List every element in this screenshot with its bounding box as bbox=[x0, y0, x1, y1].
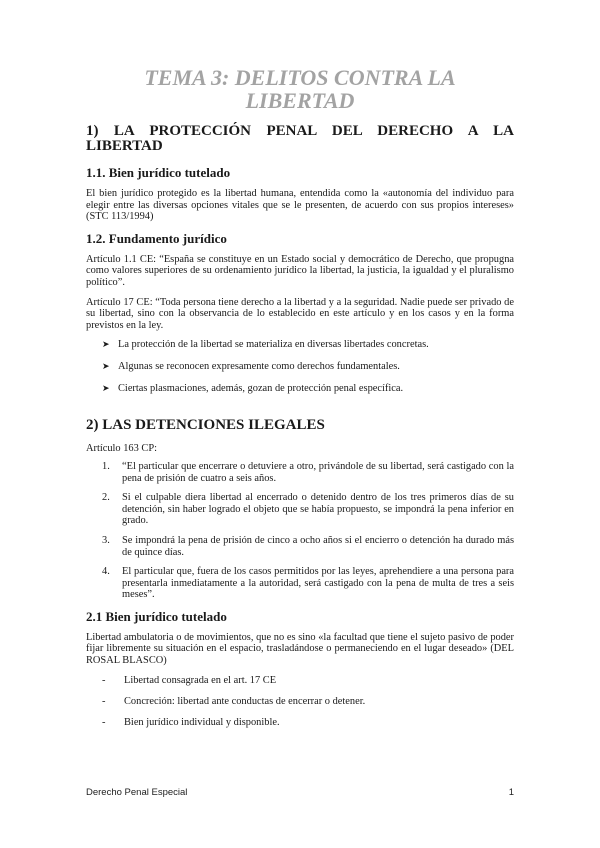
list-item bbox=[102, 535, 514, 558]
bien-juridico-dash-list bbox=[86, 675, 514, 729]
list-item-text: Se impondrá la pena de prisión de cinco a ocho años si el encierro o detención ha durado más de quince días. bbox=[122, 534, 514, 558]
article-163-cp-label: Artículo 163 CP: bbox=[86, 443, 158, 455]
list-item bbox=[102, 383, 514, 395]
section-1-1-heading: 1.1. Bien jurídico tutelado bbox=[86, 165, 231, 180]
title-line-2: LIBERTAD bbox=[245, 88, 355, 113]
page-footer bbox=[86, 787, 514, 798]
arrow-bullet-icon: ➤ bbox=[102, 384, 110, 395]
title-line-1: TEMA 3: DELITOS CONTRA LA bbox=[144, 65, 456, 90]
list-item-text: Concreción: libertad ante conductas de encerrar o detener. bbox=[124, 695, 366, 707]
article-163-list bbox=[86, 461, 514, 601]
arrow-bullet-icon: ➤ bbox=[102, 362, 110, 373]
list-number: 4. bbox=[102, 566, 110, 578]
libertad-bullet-list bbox=[86, 339, 514, 395]
list-number: 2. bbox=[102, 492, 110, 504]
list-item bbox=[102, 361, 514, 373]
section-2-heading: 2) LAS DETENCIONES ILEGALES bbox=[86, 417, 325, 434]
list-item bbox=[102, 461, 514, 484]
article-1-1-ce: Artículo 1.1 CE: “España se constituye en un Estado social y democrático de Derecho, que propugna como valores superiores de su ordenamiento jurídico la libertad, la justicia, la igualdad y el pluralismo político”. bbox=[86, 253, 514, 288]
list-item-text: Si el culpable diera libertad al encerrado o detenido dentro de los tres primeros días de su detención, sin haber logrado el objeto que se había propuesto, se impondrá la pena inferior en grado. bbox=[122, 492, 514, 527]
dash-bullet-icon: - bbox=[102, 695, 106, 707]
list-item bbox=[102, 696, 514, 708]
document-title bbox=[86, 66, 514, 112]
list-item-text: “El particular que encerrare o detuviere a otro, privándole de su libertad, será castigado con la pena de prisión de cuatro a seis años. bbox=[122, 460, 514, 484]
page-content bbox=[86, 66, 514, 738]
section-2-1-text: Libertad ambulatoria o de movimientos, que no es sino «la facultad que tiene el sujeto pasivo de poder fijar libremente su situación en el espacio, trasladándose o permaneciendo en el lugar deseado» (DEL ROSAL BLASCO) bbox=[86, 631, 514, 667]
footer-course-name: Derecho Penal Especial bbox=[86, 787, 188, 798]
list-item-text: Ciertas plasmaciones, además, gozan de protección penal específica. bbox=[118, 383, 404, 395]
section-1-1-text: El bien jurídico protegido es la libertad humana, entendida como la «autonomía del individuo para elegir entre las diversas opciones vitales que se le presenten, de acuerdo con sus propios intereses» (STC 113/1994) bbox=[86, 188, 514, 223]
section-1-heading: 1) LA PROTECCIÓN PENAL DEL DERECHO A LA LIBERTAD bbox=[86, 123, 514, 154]
list-item bbox=[102, 339, 514, 351]
list-item bbox=[102, 492, 514, 527]
section-1-2-heading: 1.2. Fundamento jurídico bbox=[86, 230, 227, 246]
section-2-1-heading: 2.1 Bien jurídico tutelado bbox=[86, 608, 227, 624]
list-item-text: Bien jurídico individual y disponible. bbox=[124, 716, 280, 728]
article-17-ce: Artículo 17 CE: “Toda persona tiene derecho a la libertad y a la seguridad. Nadie puede ser privado de su libertad, sino con la observancia de lo establecido en este artículo y en los casos y en la forma previstos en la ley. bbox=[86, 296, 514, 331]
list-item-text: El particular que, fuera de los casos permitidos por las leyes, aprehendiere a una persona para presentarla inmediatamente a la autoridad, será castigado con la pena de multa de tres a seis meses”. bbox=[122, 566, 514, 601]
list-item-text: Libertad consagrada en el art. 17 CE bbox=[124, 674, 277, 686]
list-item bbox=[102, 566, 514, 601]
dash-bullet-icon: - bbox=[102, 674, 106, 686]
page-number: 1 bbox=[508, 787, 514, 798]
list-item-text: La protección de la libertad se materializa en diversas libertades concretas. bbox=[118, 339, 429, 351]
list-item-text: Algunas se reconocen expresamente como derechos fundamentales. bbox=[118, 361, 400, 373]
list-item bbox=[102, 675, 514, 687]
list-number: 3. bbox=[102, 534, 110, 546]
list-number: 1. bbox=[102, 460, 110, 472]
list-item bbox=[102, 717, 514, 729]
arrow-bullet-icon: ➤ bbox=[102, 340, 110, 351]
dash-bullet-icon: - bbox=[102, 716, 106, 728]
